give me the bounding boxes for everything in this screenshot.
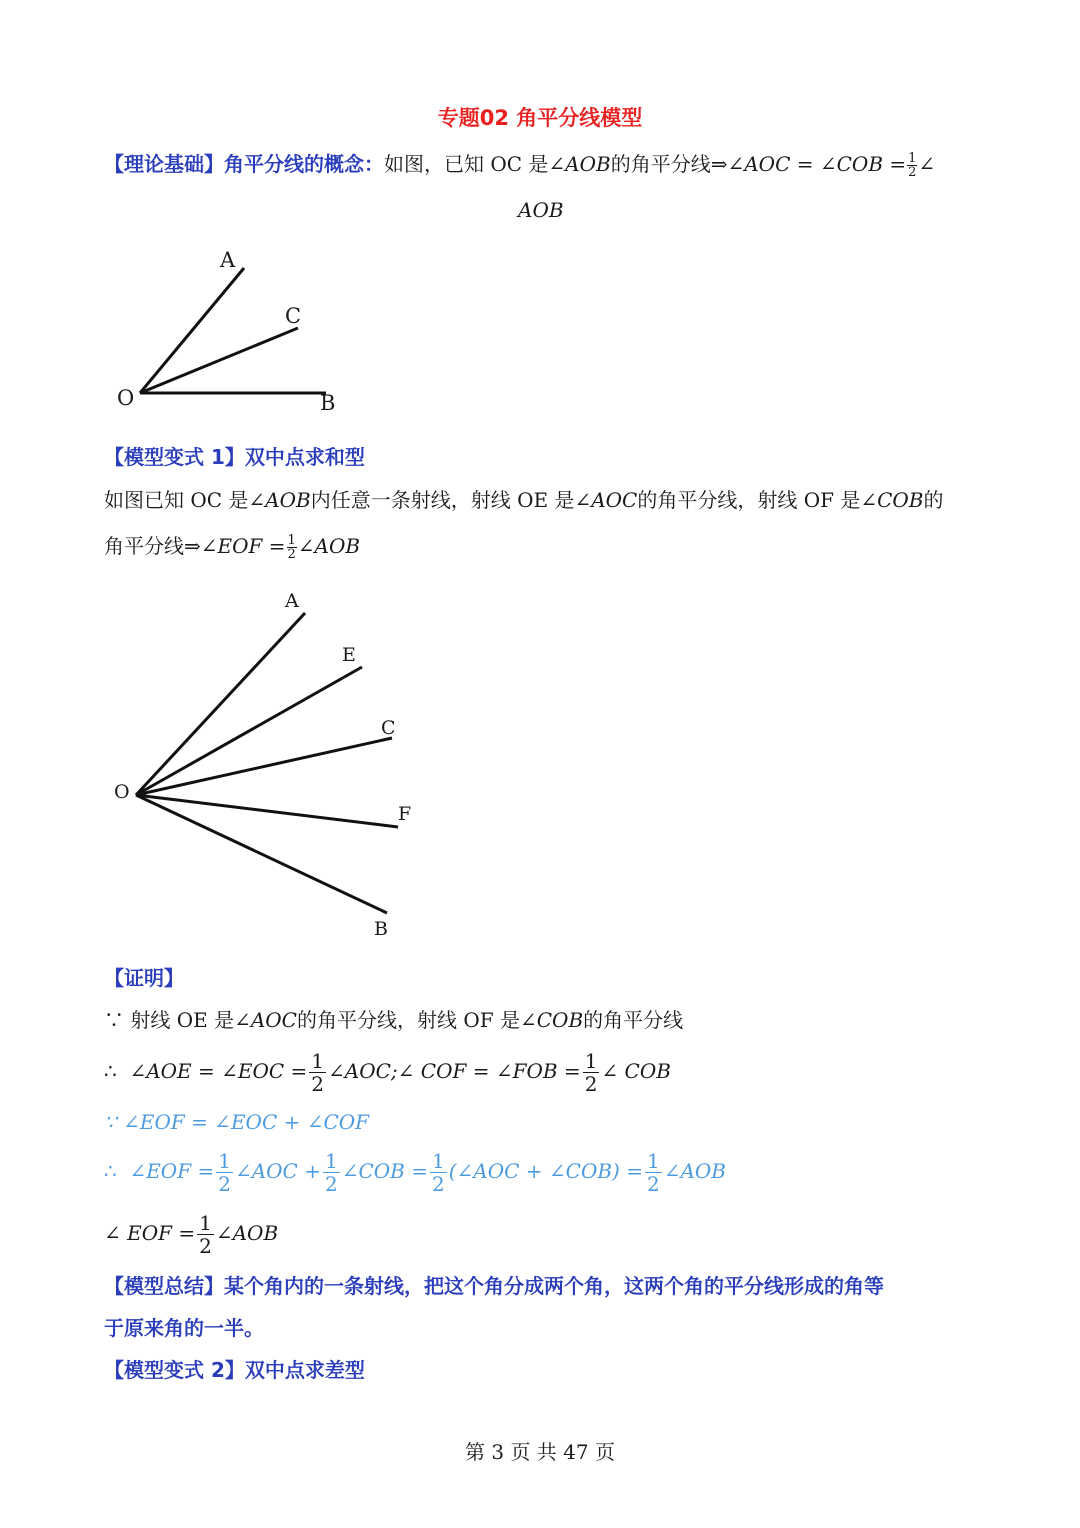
label-c: C xyxy=(285,304,302,328)
proof-line-4: ∴ ∠EOF = $\frac{1}{2}$ ∠AOC + $\frac{1}{2}$ ∠COB = $\frac{1}{2}$ (∠AOC + ∠COB) = $\frac{1}{2}$ ∠AOB xyxy=(104,1149,726,1196)
theory-text: 如图，已知 OC 是 xyxy=(384,152,549,176)
figure-double-bisector xyxy=(100,585,430,945)
label-c: C xyxy=(381,717,396,739)
variant1-name: 双中点求和型 xyxy=(244,445,365,469)
label-a: A xyxy=(220,248,236,272)
label-f: F xyxy=(398,803,412,825)
variant1-fraction: $\frac{1}{2}$ xyxy=(287,533,296,562)
page-title: 专题02 角平分线模型 xyxy=(437,106,643,130)
theory-tail: ∠ xyxy=(918,152,936,176)
theory-equation: ∠AOC = ∠COB = xyxy=(727,152,907,176)
label-o: O xyxy=(114,781,130,803)
variant1-tag: 【模型变式 1】 xyxy=(104,445,245,469)
theory-fraction: $\frac{1}{2}$ xyxy=(908,151,917,180)
variant1-paragraph-1: 如图已知 OC 是∠AOB内任意一条射线，射线 OE 是∠AOC的角平分线，射线 OF 是∠COB的 xyxy=(104,488,944,512)
figure-angle-bisector xyxy=(100,240,360,420)
summary-line-2: 于原来角的一半。 xyxy=(104,1316,264,1340)
label-b: B xyxy=(320,391,336,415)
label-o: O xyxy=(117,386,135,410)
variant1-paragraph-2: 角平分线⇒∠EOF = $\frac{1}{2}$ ∠AOB xyxy=(104,533,361,562)
variant2-heading: 【模型变式 2】双中点求差型 xyxy=(104,1358,365,1382)
variant1-heading xyxy=(104,443,365,471)
page-footer: 第 3 页 共 47 页 xyxy=(465,1440,615,1464)
label-e: E xyxy=(342,644,356,666)
proof-tag: 【证明】 xyxy=(104,966,184,990)
label-b: B xyxy=(374,918,388,940)
proof-line-1: ∵ 射线 OE 是∠AOC的角平分线，射线 OF 是∠COB的角平分线 xyxy=(104,1008,684,1032)
theory-angle: ∠AOB xyxy=(548,152,611,176)
proof-line-5: ∠ EOF = $\frac{1}{2}$ ∠AOB xyxy=(104,1211,279,1258)
theory-line-2: AOB xyxy=(518,198,564,222)
proof-line-3: ∵ ∠EOF = ∠EOC + ∠COF xyxy=(104,1110,370,1134)
theory-tag: 【理论基础】角平分线的概念： xyxy=(104,152,384,176)
theory-line xyxy=(104,150,935,179)
proof-line-2: ∴ ∠AOE = ∠EOC = $\frac{1}{2}$ ∠AOC;∠ COF = ∠FOB = $\frac{1}{2}$ ∠ COB xyxy=(104,1049,671,1096)
summary-line-1: 【模型总结】某个角内的一条射线，把这个角分成两个角，这两个角的平分线形成的角等 xyxy=(104,1274,884,1298)
theory-text-b: 的角平分线⇒ xyxy=(610,152,728,176)
label-a: A xyxy=(285,590,299,612)
